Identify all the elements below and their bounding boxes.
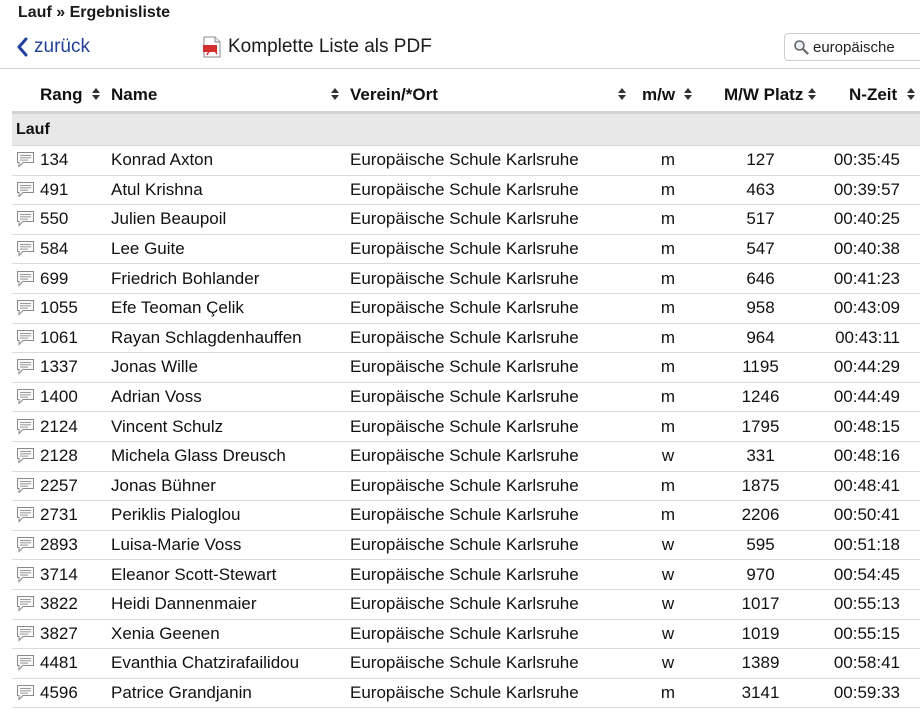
table-row[interactable] [12, 530, 920, 560]
place-cell: 595 [708, 530, 813, 560]
search-box[interactable] [784, 33, 920, 61]
comment-icon[interactable] [16, 536, 35, 553]
rank-cell [12, 382, 99, 412]
sex-cell: m [628, 264, 708, 294]
time-cell: 00:35:45 [813, 146, 920, 176]
place-cell: 1019 [708, 619, 813, 649]
sex-cell: m [628, 678, 708, 708]
club-cell: Europäische Schule Karlsruhe [338, 323, 628, 353]
place-cell: 958 [708, 293, 813, 323]
table-row[interactable] [12, 323, 920, 353]
sex-cell: m [628, 412, 708, 442]
club-cell: Europäische Schule Karlsruhe [338, 501, 628, 531]
table-row[interactable] [12, 175, 920, 205]
name-cell: Eleanor Scott-Stewart [99, 560, 338, 590]
rank-cell [12, 353, 99, 383]
rank-value: 550 [40, 209, 69, 229]
place-cell: 1795 [708, 412, 813, 442]
column-header-club-label: Verein/*Ort [350, 85, 438, 104]
search-input[interactable] [813, 39, 920, 56]
time-cell: 00:48:15 [813, 412, 920, 442]
name-cell: Periklis Pialoglou [99, 501, 338, 531]
club-cell: Europäische Schule Karlsruhe [338, 264, 628, 294]
place-cell: 1017 [708, 589, 813, 619]
rank-cell [12, 264, 99, 294]
name-cell: Michela Glass Dreusch [99, 441, 338, 471]
column-header-time-label: N-Zeit [849, 85, 898, 104]
comment-icon[interactable] [16, 240, 35, 257]
comment-icon[interactable] [16, 625, 35, 642]
column-header-rank-label: Rang [40, 85, 83, 104]
pdf-label: Komplette Liste als PDF [228, 36, 432, 57]
place-cell: 1195 [708, 353, 813, 383]
rank-cell [12, 678, 99, 708]
table-row[interactable] [12, 205, 920, 235]
table-row[interactable] [12, 412, 920, 442]
rank-cell [12, 501, 99, 531]
comment-icon[interactable] [16, 566, 35, 583]
sex-cell: m [628, 205, 708, 235]
club-cell: Europäische Schule Karlsruhe [338, 353, 628, 383]
table-row[interactable] [12, 619, 920, 649]
name-cell: Konrad Axton [99, 146, 338, 176]
comment-icon[interactable] [16, 506, 35, 523]
sex-cell: m [628, 323, 708, 353]
rank-value: 3822 [40, 594, 78, 614]
chevron-left-icon [16, 37, 28, 57]
club-cell: Europäische Schule Karlsruhe [338, 234, 628, 264]
name-cell: Xenia Geenen [99, 619, 338, 649]
place-cell: 1246 [708, 382, 813, 412]
club-cell: Europäische Schule Karlsruhe [338, 678, 628, 708]
time-cell: 00:55:13 [813, 589, 920, 619]
group-label: Lauf [12, 113, 920, 146]
rank-cell [12, 234, 99, 264]
back-link[interactable] [16, 36, 90, 58]
rank-value: 2128 [40, 446, 78, 466]
sex-cell: w [628, 619, 708, 649]
rank-value: 1337 [40, 357, 78, 377]
comment-icon[interactable] [16, 684, 35, 701]
comment-icon[interactable] [16, 181, 35, 198]
rank-cell [12, 293, 99, 323]
comment-icon[interactable] [16, 358, 35, 375]
table-row[interactable] [12, 678, 920, 708]
rank-cell [12, 175, 99, 205]
pdf-icon [202, 36, 222, 58]
rank-cell [12, 412, 99, 442]
comment-icon[interactable] [16, 477, 35, 494]
sex-cell: m [628, 146, 708, 176]
comment-icon[interactable] [16, 418, 35, 435]
comment-icon[interactable] [16, 595, 35, 612]
time-cell: 00:40:25 [813, 205, 920, 235]
table-row[interactable] [12, 382, 920, 412]
rank-value: 699 [40, 268, 69, 288]
column-header-place-label: M/W Platz [724, 85, 804, 104]
results-table [12, 78, 920, 708]
rank-value: 2731 [40, 505, 78, 525]
rank-cell [12, 530, 99, 560]
rank-cell [12, 471, 99, 501]
table-row[interactable] [12, 234, 920, 264]
column-header-club[interactable] [338, 78, 628, 113]
rank-cell [12, 146, 99, 176]
name-cell: Heidi Dannenmaier [99, 589, 338, 619]
time-cell: 00:43:11 [813, 323, 920, 353]
place-cell: 1875 [708, 471, 813, 501]
name-cell: Jonas Wille [99, 353, 338, 383]
rank-value: 584 [40, 239, 69, 259]
name-cell: Adrian Voss [99, 382, 338, 412]
club-cell: Europäische Schule Karlsruhe [338, 560, 628, 590]
rank-cell [12, 619, 99, 649]
club-cell: Europäische Schule Karlsruhe [338, 205, 628, 235]
table-row[interactable] [12, 501, 920, 531]
rank-cell [12, 649, 99, 679]
name-cell: Friedrich Bohlander [99, 264, 338, 294]
table-row[interactable] [12, 471, 920, 501]
table-row[interactable] [12, 146, 920, 176]
club-cell: Europäische Schule Karlsruhe [338, 619, 628, 649]
name-cell: Patrice Grandjanin [99, 678, 338, 708]
sex-cell: m [628, 471, 708, 501]
sex-cell: w [628, 441, 708, 471]
place-cell: 127 [708, 146, 813, 176]
club-cell: Europäische Schule Karlsruhe [338, 412, 628, 442]
sex-cell: m [628, 353, 708, 383]
rank-cell [12, 205, 99, 235]
club-cell: Europäische Schule Karlsruhe [338, 441, 628, 471]
rank-value: 1055 [40, 298, 78, 318]
club-cell: Europäische Schule Karlsruhe [338, 175, 628, 205]
name-cell: Julien Beaupoil [99, 205, 338, 235]
name-cell: Vincent Schulz [99, 412, 338, 442]
rank-cell [12, 441, 99, 471]
sex-cell: w [628, 530, 708, 560]
table-row[interactable] [12, 293, 920, 323]
column-header-name-label: Name [111, 85, 158, 104]
table-row[interactable] [12, 649, 920, 679]
place-cell: 331 [708, 441, 813, 471]
time-cell: 00:55:15 [813, 619, 920, 649]
time-cell: 00:39:57 [813, 175, 920, 205]
column-header-sex[interactable] [628, 78, 708, 113]
table-row[interactable] [12, 264, 920, 294]
table-row[interactable] [12, 560, 920, 590]
table-header-row [12, 78, 920, 113]
sex-cell: w [628, 560, 708, 590]
column-header-rank[interactable] [12, 78, 99, 113]
rank-value: 2893 [40, 535, 78, 555]
rank-cell [12, 560, 99, 590]
comment-icon[interactable] [16, 654, 35, 671]
time-cell: 00:43:09 [813, 293, 920, 323]
pdf-download-link[interactable] [202, 36, 432, 58]
time-cell: 00:58:41 [813, 649, 920, 679]
place-cell: 964 [708, 323, 813, 353]
column-header-time[interactable] [813, 78, 920, 113]
column-header-sex-label: m/w [642, 85, 676, 104]
time-cell: 00:59:33 [813, 678, 920, 708]
club-cell: Europäische Schule Karlsruhe [338, 382, 628, 412]
column-header-name[interactable] [99, 78, 338, 113]
name-cell: Evanthia Chatzirafailidou [99, 649, 338, 679]
place-cell: 970 [708, 560, 813, 590]
time-cell: 00:48:16 [813, 441, 920, 471]
sex-cell: w [628, 649, 708, 679]
sex-cell: m [628, 234, 708, 264]
sex-cell: m [628, 382, 708, 412]
name-cell: Luisa-Marie Voss [99, 530, 338, 560]
rank-cell [12, 323, 99, 353]
comment-icon[interactable] [16, 447, 35, 464]
club-cell: Europäische Schule Karlsruhe [338, 589, 628, 619]
club-cell: Europäische Schule Karlsruhe [338, 471, 628, 501]
place-cell: 1389 [708, 649, 813, 679]
rank-value: 134 [40, 150, 69, 170]
sex-cell: w [628, 589, 708, 619]
time-cell: 00:40:38 [813, 234, 920, 264]
rank-value: 3714 [40, 564, 78, 584]
name-cell: Rayan Schlagdenhauffen [99, 323, 338, 353]
place-cell: 3141 [708, 678, 813, 708]
place-cell: 463 [708, 175, 813, 205]
name-cell: Lee Guite [99, 234, 338, 264]
rank-value: 1400 [40, 387, 78, 407]
club-cell: Europäische Schule Karlsruhe [338, 293, 628, 323]
sex-cell: m [628, 501, 708, 531]
header-divider [0, 68, 920, 69]
club-cell: Europäische Schule Karlsruhe [338, 146, 628, 176]
name-cell: Jonas Bühner [99, 471, 338, 501]
time-cell: 00:50:41 [813, 501, 920, 531]
sex-cell: m [628, 293, 708, 323]
time-cell: 00:44:49 [813, 382, 920, 412]
place-cell: 517 [708, 205, 813, 235]
rank-value: 491 [40, 179, 69, 199]
comment-icon[interactable] [16, 210, 35, 227]
rank-value: 3827 [40, 623, 78, 643]
sex-cell: m [628, 175, 708, 205]
breadcrumb: Lauf » Ergebnisliste [18, 4, 171, 21]
rank-value: 4481 [40, 653, 78, 673]
group-row [12, 113, 920, 146]
time-cell: 00:54:45 [813, 560, 920, 590]
time-cell: 00:48:41 [813, 471, 920, 501]
name-cell: Efe Teoman Çelik [99, 293, 338, 323]
search-icon [793, 39, 809, 55]
comment-icon[interactable] [16, 299, 35, 316]
name-cell: Atul Krishna [99, 175, 338, 205]
place-cell: 646 [708, 264, 813, 294]
club-cell: Europäische Schule Karlsruhe [338, 649, 628, 679]
comment-icon[interactable] [16, 329, 35, 346]
comment-icon[interactable] [16, 388, 35, 405]
column-header-place[interactable] [708, 78, 813, 113]
rank-value: 2257 [40, 475, 78, 495]
rank-value: 4596 [40, 682, 78, 702]
back-label: zurück [34, 36, 90, 57]
comment-icon[interactable] [16, 151, 35, 168]
comment-icon[interactable] [16, 270, 35, 287]
rank-value: 2124 [40, 416, 78, 436]
place-cell: 2206 [708, 501, 813, 531]
club-cell: Europäische Schule Karlsruhe [338, 530, 628, 560]
rank-value: 1061 [40, 327, 78, 347]
table-row[interactable] [12, 353, 920, 383]
place-cell: 547 [708, 234, 813, 264]
time-cell: 00:44:29 [813, 353, 920, 383]
table-row[interactable] [12, 589, 920, 619]
table-row[interactable] [12, 441, 920, 471]
time-cell: 00:41:23 [813, 264, 920, 294]
rank-cell [12, 589, 99, 619]
time-cell: 00:51:18 [813, 530, 920, 560]
